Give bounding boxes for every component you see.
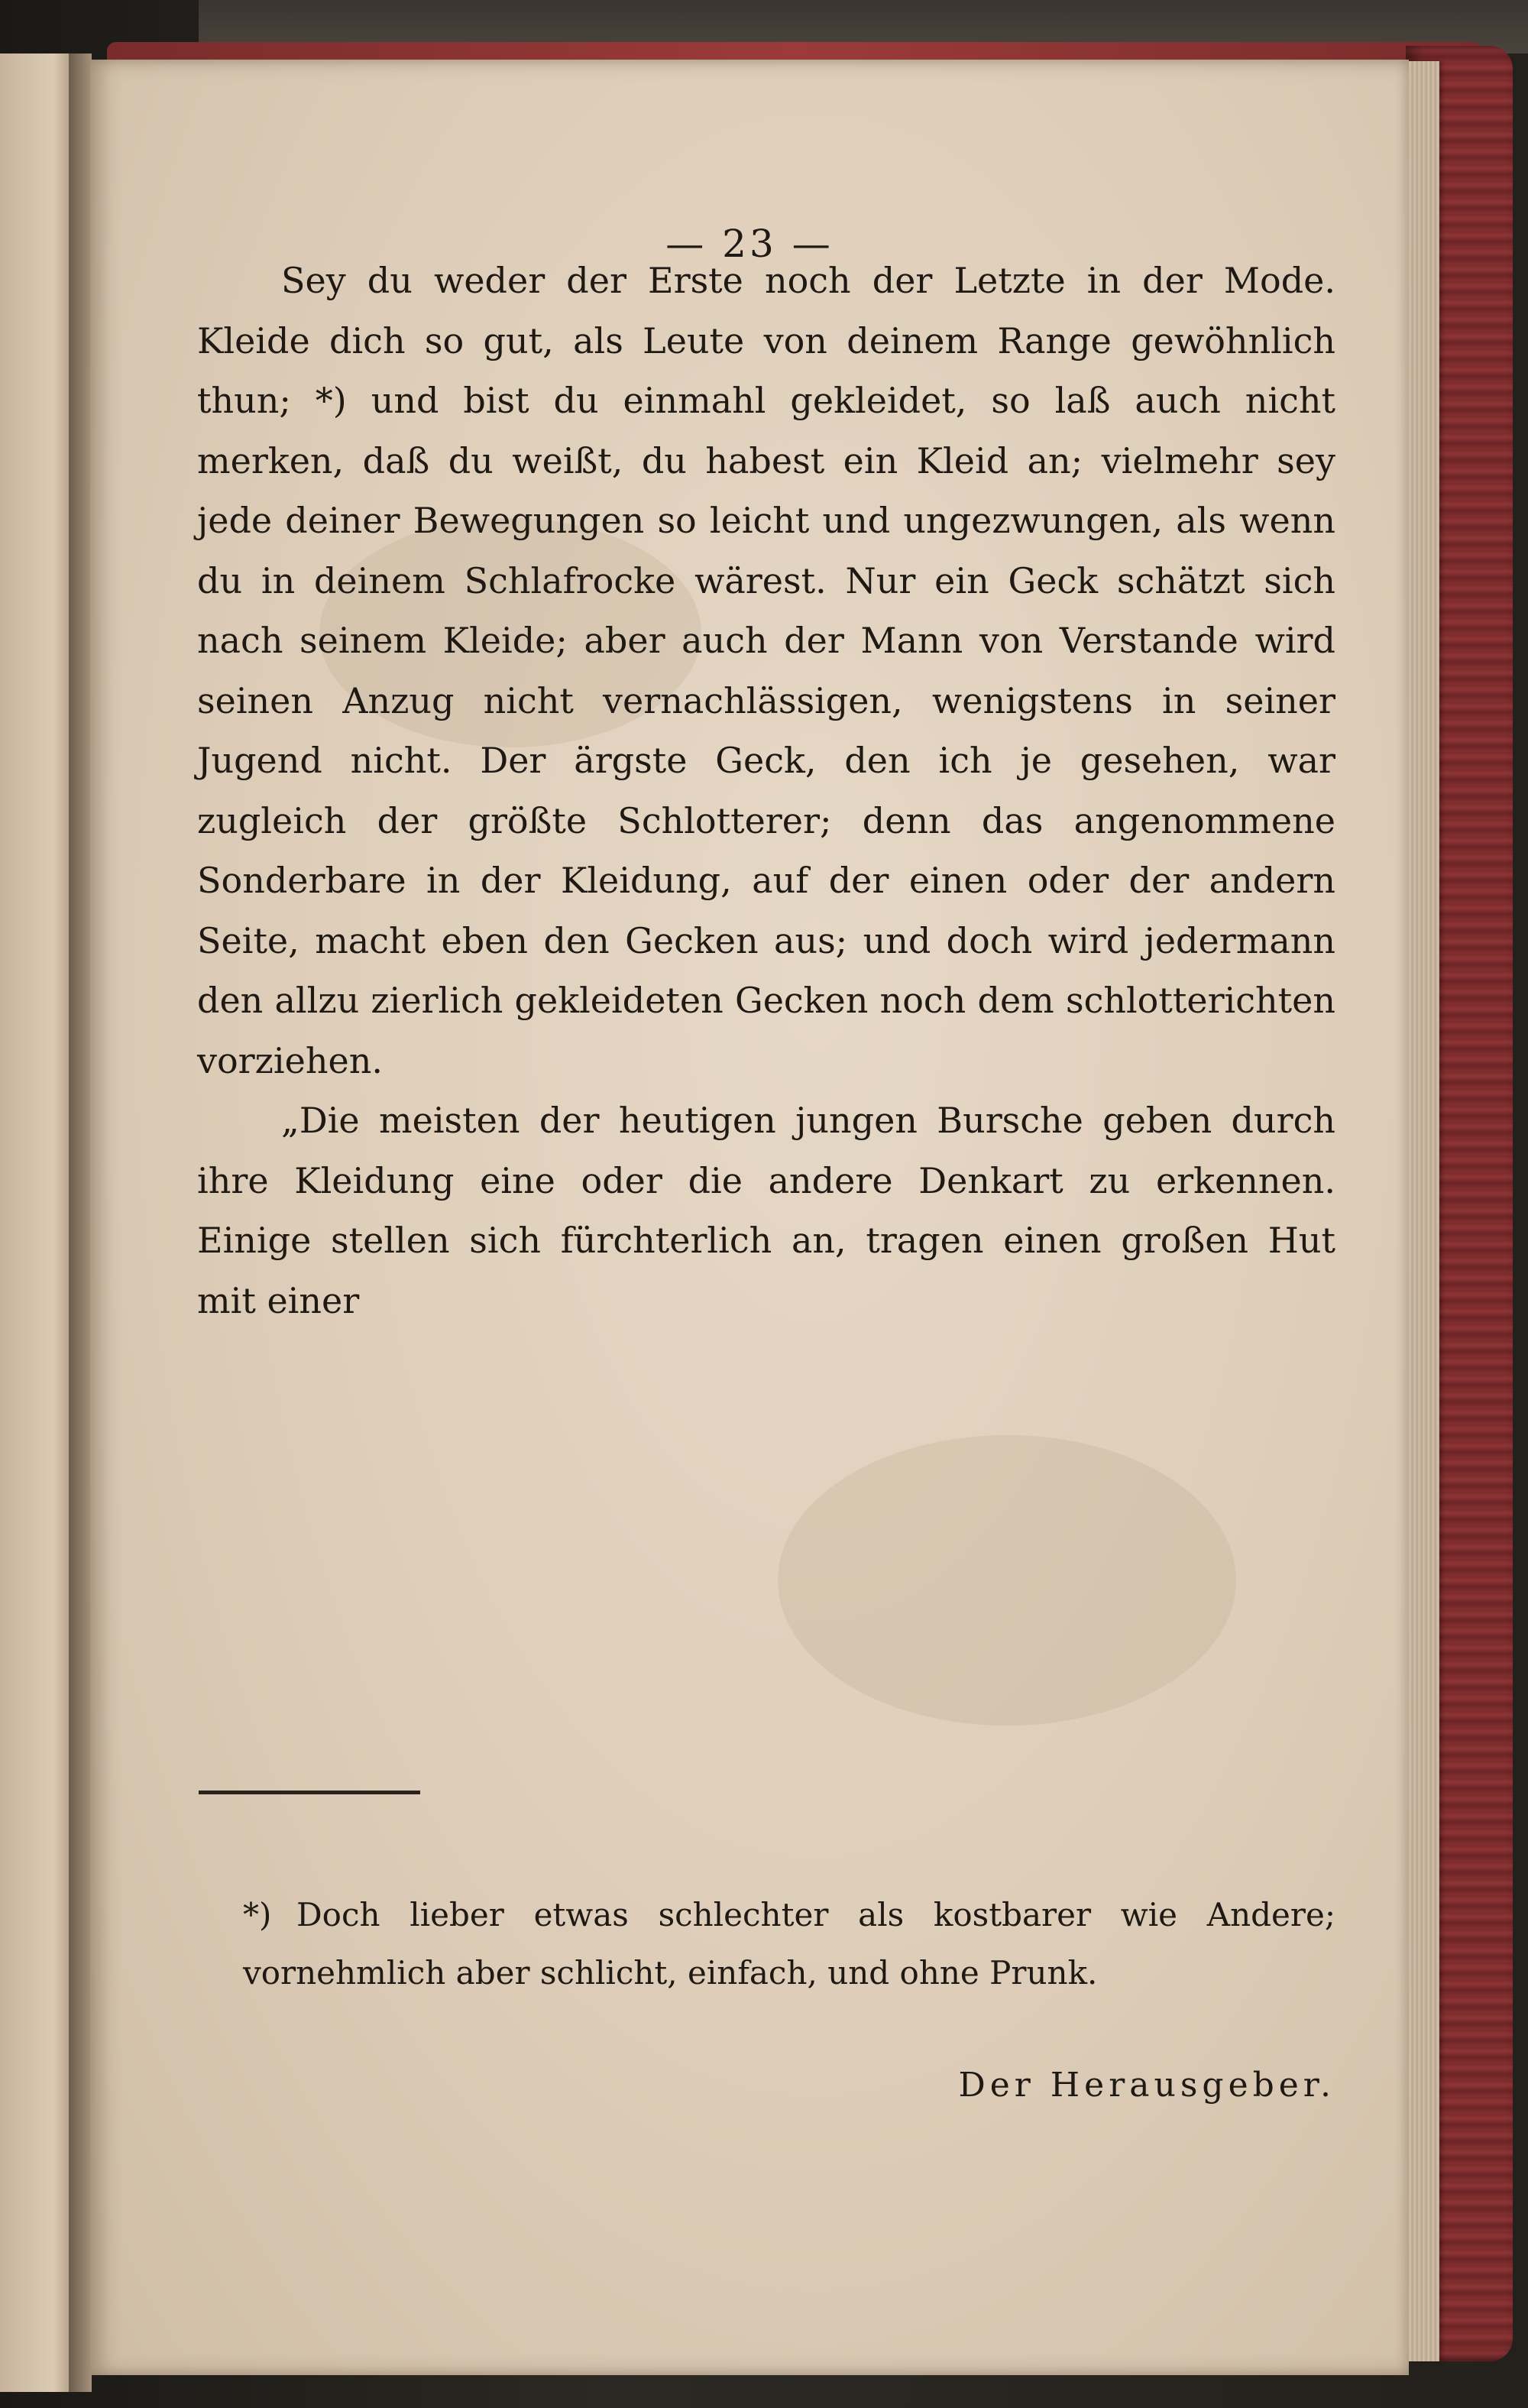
- paragraph: „Die meisten der heutigen jungen Bursche geben durch ihre Kleidung eine oder die andere Denkart zu erkennen. Einige stellen sich fürchterlich an, tragen einen großen Hut mit einer: [197, 1100, 1335, 1321]
- book-page: [90, 60, 1409, 2375]
- book-gutter: [69, 53, 92, 2392]
- footnote: [243, 1886, 1335, 2002]
- left-page-sliver: [0, 53, 76, 2392]
- page-number: — 23 —: [665, 222, 834, 266]
- paper-stain: [778, 1435, 1236, 1726]
- paragraph: Sey du weder der Erste noch der Letzte in der Mode. Kleide dich so gut, als Leute von deinem Range gewöhnlich thun; *) und bist du einmahl gekleidet, so laß auch nicht merken, daß du weißt, du habest ein Kleid an; vielmehr sey jede deiner Bewegungen so leicht und ungezwungen, als wenn du in deinem Schlafrocke wärest. Nur ein Geck schätzt sich nach seinem Kleide; aber auch der Mann von Verstande wird seinen Anzug nicht vernachlässigen, wenigstens in seiner Jugend nicht. Der ärgste Geck, den ich je gesehen, war zugleich der größte Schlotterer; denn das angenommene Sonderbare in der Kleidung, auf der einen oder der andern Seite, macht eben den Gecken aus; und doch wird jedermann den allzu zierlich gekleideten Gecken noch dem schlotterichten vorziehen.: [197, 260, 1335, 1081]
- footnote-rule: [199, 1791, 420, 1794]
- footnote-signature: Der Herausgeber.: [958, 2066, 1335, 2105]
- page-edges: [1406, 61, 1439, 2361]
- body-text: [197, 251, 1335, 1330]
- footnote-mark: *): [243, 1896, 272, 1933]
- footnote-text: Doch lieber etwas schlechter als kostbarer wie Andere; vornehmlich aber schlicht, einfach, und ohne Prunk.: [243, 1896, 1335, 1992]
